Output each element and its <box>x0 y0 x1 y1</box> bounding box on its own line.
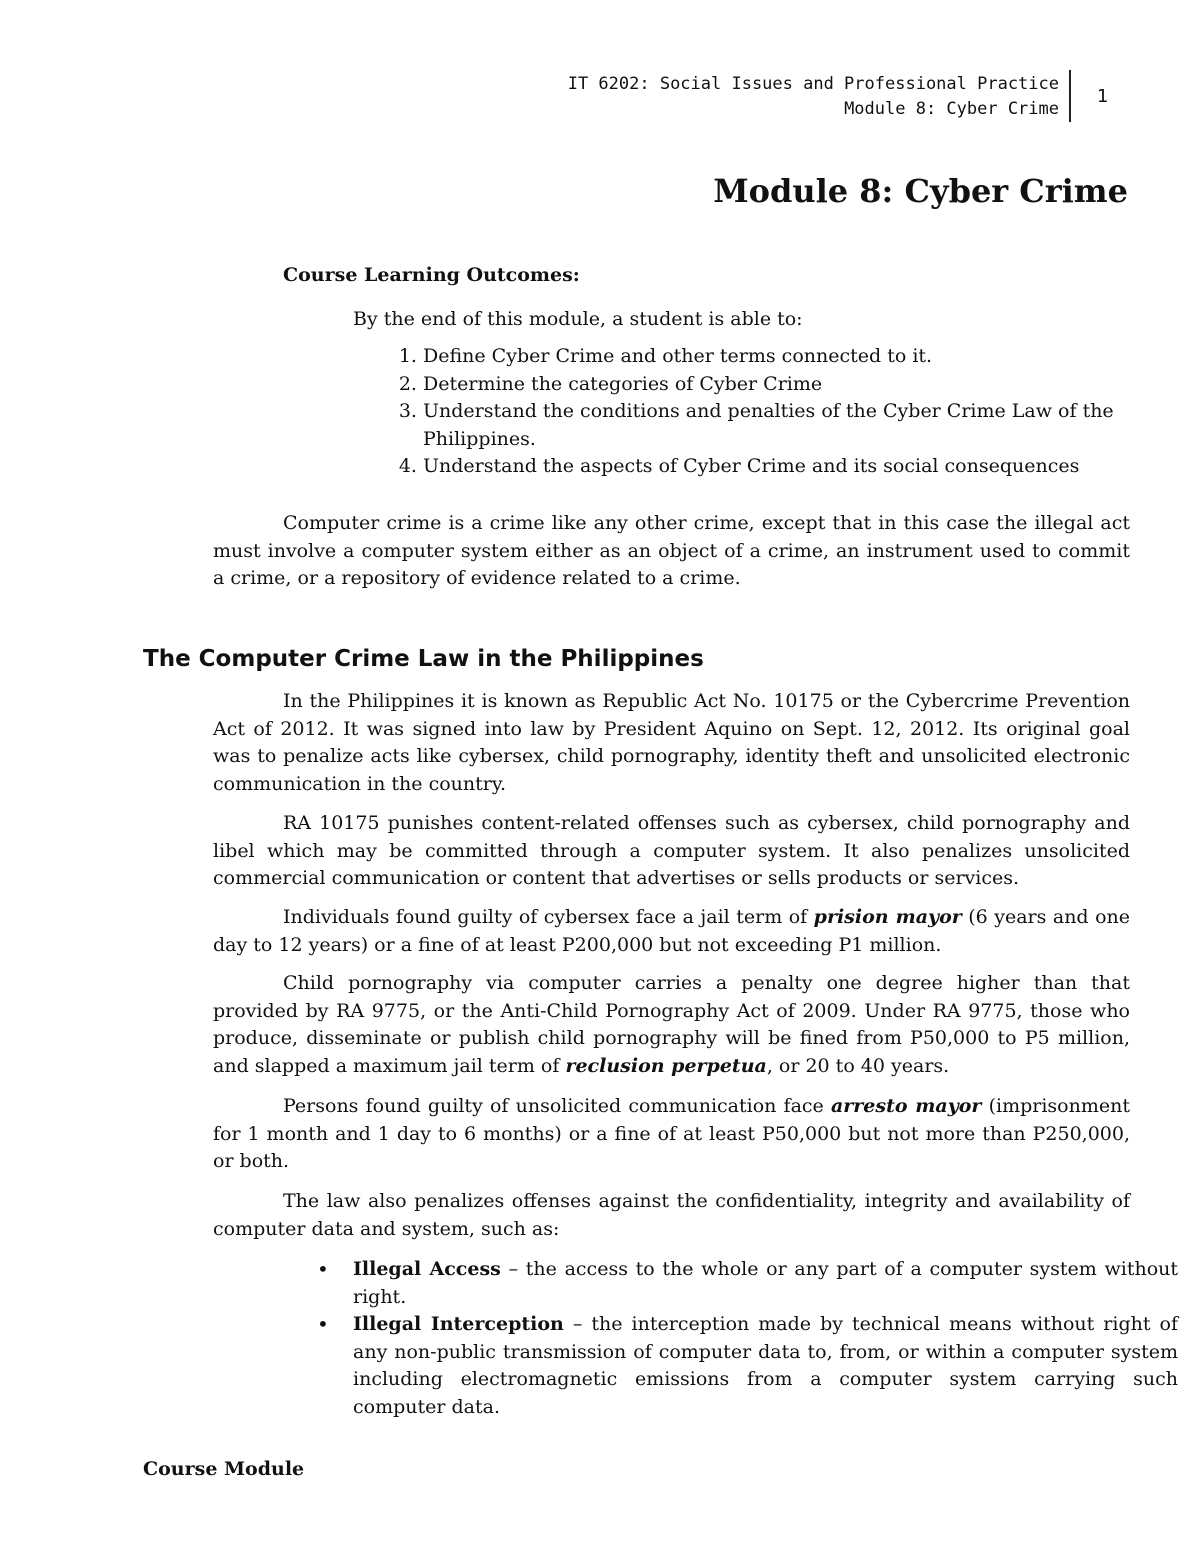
outcomes-heading: Course Learning Outcomes: <box>283 264 580 286</box>
paragraph: Individuals found guilty of cybersex face a jail term of prision mayor (6 years and one day to 12 years) or a fine of at least P200,000 but not exceeding P1 million. <box>213 906 1131 956</box>
outcomes-intro: By the end of this module, a student is able to: <box>353 308 803 330</box>
intro-paragraph: Computer crime is a crime like any other crime, except that in this case the illegal act must involve a computer system either as an object of a crime, an instrument used to commit a crime, or a repository of evidence related to a crime. <box>213 512 1130 589</box>
page-title: Module 8: Cyber Crime <box>713 172 1128 210</box>
list-item: 3. Understand the conditions and penalties of the Cyber Crime Law of the Philippines. <box>423 398 1173 453</box>
running-header <box>568 72 1059 122</box>
list-item: 1. Define Cyber Crime and other terms connected to it. <box>423 343 1173 371</box>
page-footer: Course Module <box>143 1458 305 1480</box>
paragraph: RA 10175 punishes content-related offenses such as cybersex, child pornography and libel which may be committed through a computer system. It also penalizes unsolicited commercial communication or content that advertises or sells products or services. <box>213 812 1130 889</box>
header-course: IT 6202: Social Issues and Professional Practice <box>567 74 1059 94</box>
paragraph: Child pornography via computer carries a penalty one degree higher than that provided by RA 9775, or the Anti-Child Pornography Act of 2009. Under RA 9775, those who produce, disseminate or publish child pornography will be fined from P50,000 to P5 million, and slapped a maximum jail term of reclusion perpetua, or 20 to 40 years. <box>213 972 1130 1077</box>
list-item: • Illegal Access – the access to the whole or any part of a computer system without right. <box>353 1256 1178 1311</box>
paragraph: In the Philippines it is known as Republic Act No. 10175 or the Cybercrime Prevention Act of 2012. It was signed into law by President Aquino on Sept. 12, 2012. Its original goal was to penalize acts like cybersex, child pornography, identity theft and unsolicited electronic communication in the country. <box>213 690 1130 795</box>
section-heading: The Computer Crime Law in the Philippines <box>143 646 704 672</box>
header-module: Module 8: Cyber Crime <box>844 99 1059 119</box>
paragraph: Persons found guilty of unsolicited communication face arresto mayor (imprisonment for 1 month and 1 day to 6 months) or a fine of at least P50,000 but not more than P250,000, or both. <box>213 1095 1130 1172</box>
list-item: 4. Understand the aspects of Cyber Crime and its social consequences <box>423 453 1173 481</box>
header-divider <box>1069 70 1071 122</box>
outcomes-list <box>378 343 1173 481</box>
list-item: • Illegal Interception – the interception made by technical means without right of any non-public transmission of computer data to, from, or within a computer system including electromagnetic emissions from a computer system carrying such computer data. <box>353 1311 1178 1421</box>
list-item: 2. Determine the categories of Cyber Crime <box>423 371 1173 399</box>
page-number: 1 <box>1097 86 1109 107</box>
offenses-list <box>305 1256 1178 1421</box>
paragraph: The law also penalizes offenses against the confidentiality, integrity and availability of computer data and system, such as: <box>213 1190 1130 1240</box>
